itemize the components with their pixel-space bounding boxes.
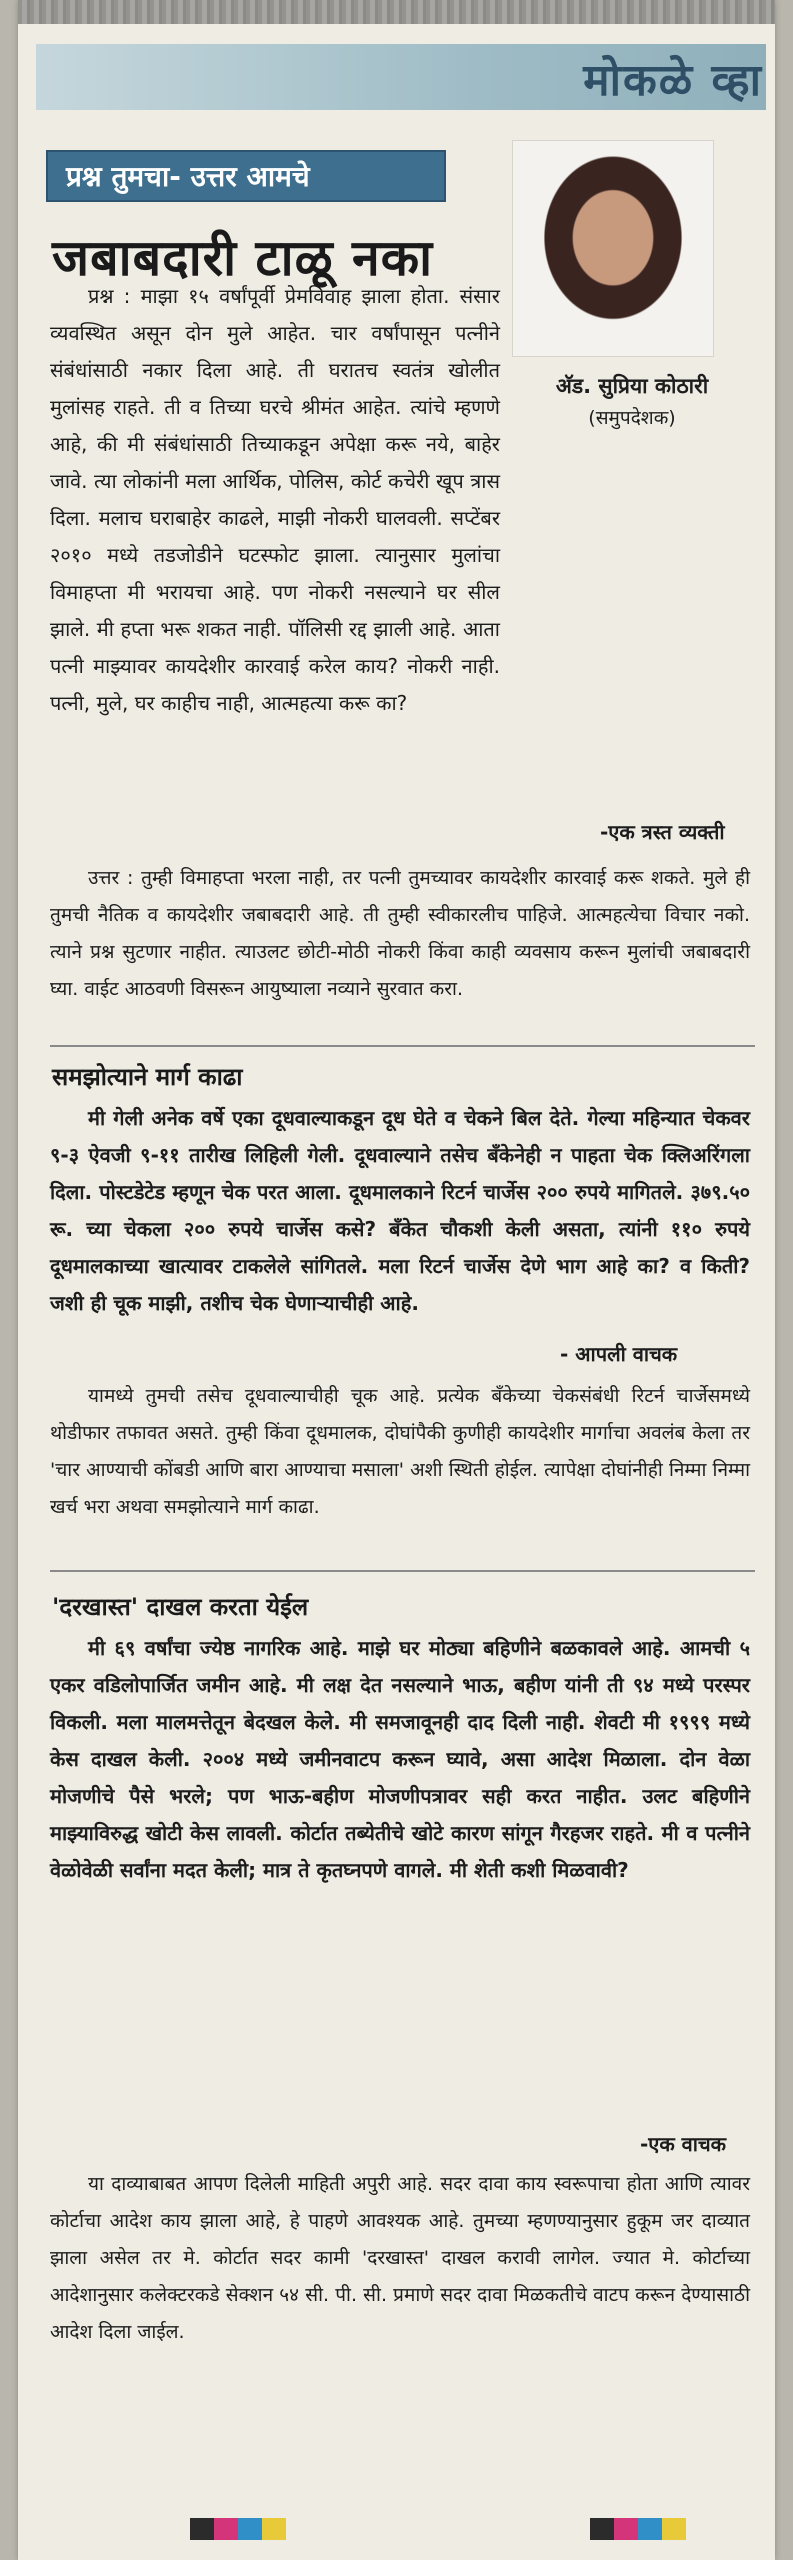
swatch-magenta <box>614 2518 638 2540</box>
swatch-cyan <box>238 2518 262 2540</box>
author-block <box>542 372 722 430</box>
print-registration-marks <box>190 2518 286 2540</box>
q2-heading: समझोत्याने मार्ग काढा <box>52 1063 243 1091</box>
q2-answer: यामध्ये तुमची तसेच दूधवाल्याचीही चूक आहे. प्रत्येक बँकेच्या चेकसंबंधी रिटर्न चार्जेसमध्ये थोडीफार तफावत असते. तुम्ही किंवा दूधमालक, दोघांपैकी कुणीही कायदेशीर मार्गाचा अवलंब केला तर 'चार आण्याची कोंबडी आणि बारा आण्याचा मसाला' अशी स्थिती होईल. त्यापेक्षा दोघांनीही निम्मा निम्मा खर्च भरा अथवा समझोत्याने मार्ग काढा. <box>50 1385 750 1518</box>
q2-question: मी गेली अनेक वर्षे एका दूधवाल्याकडून दूध घेते व चेकने बिल देते. गेल्या महिन्यात चेकवर ९-३ ऐवजी ९-११ तारीख लिहिली गेली. दूधवाल्याने तसेच बँकेनेही न पाहता चेक क्लिअरिंगला दिला. पोस्टडेटेड म्हणून चेक परत आला. दूधमालकाने रिटर्न चार्जेस २०० रुपये मागितले. ३७९.५० रू. च्या चेकला २०० रुपये चार्जेस कसे? बँकेत चौकशी केली असता, त्यांनी ११० रुपये दूधमालकाच्या खात्यावर टाकलेले सांगितले. मला रिटर्न चार्जेस देणे भाग आहे का? व किती? जशी ही चूक माझी, तशीच चेक घेणाऱ्याचीही आहे. <box>50 1106 750 1315</box>
section-banner <box>46 150 446 202</box>
q3-question: मी ६९ वर्षांचा ज्येष्ठ नागरिक आहे. माझे घर मोठ्या बहिणीने बळकावले आहे. आमची ५ एकर वडिलोपार्जित जमीन आहे. मी लक्ष देत नसल्याने भाऊ, बहीण यांनी ती ९४ मध्ये परस्पर विकली. मला मालमत्तेतून बेदखल केले. मी समजावूनही दाद दिली नाही. शेवटी मी १९९९ मध्ये केस दाखल केली. २००४ मध्ये जमीनवाटप करून घ्यावे, असा आदेश मिळाला. दोन वेळा मोजणीचे पैसे भरले; पण भाऊ-बहीण मोजणीपत्रावर सही करत नाहीत. उलट बहिणीने माझ्याविरुद्ध खोटी केस लावली. कोर्टात तब्येतीचे खोटे कारण सांगून गैरहजर राहते. मी व पत्नीने वेळोवेळी सर्वांना मदत केली; मात्र ते कृतघ्नपणे वागले. मी शेती कशी मिळवावी? <box>50 1636 750 1882</box>
q1-signature: -एक त्रस्त व्यक्ती <box>600 820 725 844</box>
banner-label: प्रश्न तुमचा- उत्तर आमचे <box>66 160 310 193</box>
swatch-magenta <box>214 2518 238 2540</box>
q1-answer: उत्तर : तुम्ही विमाहप्ता भरला नाही, तर पत्नी तुमच्यावर कायदेशीर कारवाई करू शकते. मुले ही तुमची नैतिक व कायदेशीर जबाबदारी आहे. ती तुम्ही स्वीकारलीच पाहिजे. आत्महत्येचा विचार नको. त्याने प्रश्न सुटणार नाहीत. त्याउलट छोटी-मोठी नोकरी किंवा काही व्यवसाय करून मुलांची जबाबदारी घ्या. वाईट आठवणी विसरून आयुष्याला नव्याने सुरवात करा. <box>50 867 750 1000</box>
print-registration-marks <box>590 2518 686 2540</box>
swatch-black <box>190 2518 214 2540</box>
q3-answer: या दाव्याबाबत आपण दिलेली माहिती अपुरी आहे. सदर दावा काय स्वरूपाचा होता आणि त्यावर कोर्टाचा आदेश काय झाला आहे, हे पाहणे आवश्यक आहे. तुमच्या म्हणण्यानुसार हुकूम जर दाव्यात झाला असेल तर मे. कोर्टात सदर कामी 'दरखास्त' दाखल करावी लागेल. ज्यात मे. कोर्टाच्या आदेशानुसार कलेक्टरकडे सेक्शन ५४ सी. पी. सी. प्रमाणे सदर दावा मिळकतीचे वाटप करून देण्यासाठी आदेश दिला जाईल. <box>50 2173 750 2343</box>
author-name: अ‍ॅड. सुप्रिया कोठारी <box>555 374 709 398</box>
section-divider <box>50 1045 755 1047</box>
masthead-title: मोकळे व्हा <box>583 55 763 106</box>
swatch-yellow <box>262 2518 286 2540</box>
swatch-yellow <box>662 2518 686 2540</box>
article-headline: जबाबदारी टाळू नका <box>52 229 434 287</box>
section-divider <box>50 1570 755 1572</box>
swatch-cyan <box>638 2518 662 2540</box>
author-photo <box>512 140 714 357</box>
q2-signature: - आपली वाचक <box>560 1342 678 1366</box>
q3-heading: 'दरखास्त' दाखल करता येईल <box>52 1593 309 1621</box>
torn-top-edge <box>18 0 775 24</box>
swatch-black <box>590 2518 614 2540</box>
q1-question: प्रश्न : माझा १५ वर्षांपूर्वी प्रेमविवाह झाला होता. संसार व्यवस्थित असून दोन मुले आहेत. चार वर्षांपासून पत्नीने संबंधांसाठी नकार दिला आहे. ती घरातच स्वतंत्र खोलीत मुलांसह राहते. ती व तिच्या घरचे श्रीमंत आहेत. त्यांचे म्हणणे आहे, की मी संबंधांसाठी तिच्याकडून अपेक्षा करू नये, बाहेर जावे. त्या लोकांनी मला आर्थिक, पोलिस, कोर्ट कचेरी खूप त्रास दिला. मलाच घराबाहेर काढले, माझी नोकरी घालवली. सप्टेंबर २०१० मध्ये तडजोडीने घटस्फोट झाला. त्यानुसार मुलांचा विमाहप्ता मी भरायचा आहे. पण नोकरी नसल्याने घर सील झाले. मी हप्ता भरू शकत नाही. पॉलिसी रद्द झाली आहे. आता पत्नी माझ्यावर कायदेशीर कारवाई करेल काय? नोकरी नाही. पत्नी, मुले, घर काहीच नाही, आत्महत्या करू का? <box>50 284 500 715</box>
q3-signature: -एक वाचक <box>640 2132 727 2156</box>
author-role: (समुपदेशक) <box>588 407 676 429</box>
